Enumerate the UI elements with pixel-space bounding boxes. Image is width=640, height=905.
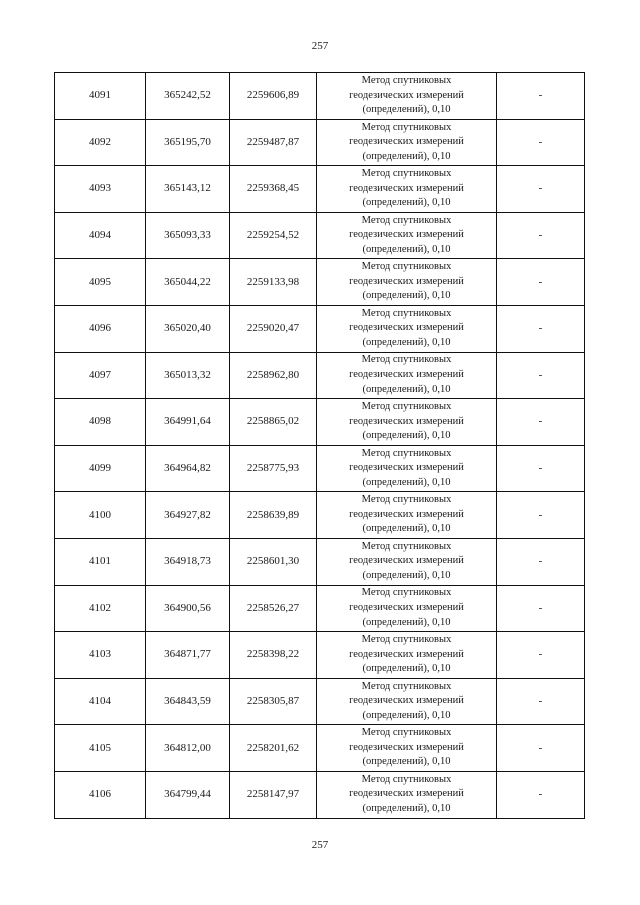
y-coordinate-cell: 2258147,97: [230, 771, 317, 818]
y-coordinate-cell: 2258601,30: [230, 538, 317, 585]
method-line: (определений), 0,10: [362, 756, 451, 768]
method-line: (определений), 0,10: [362, 476, 451, 488]
point-number-cell: 4106: [55, 771, 146, 818]
table-row: [55, 725, 585, 772]
note-cell: -: [497, 166, 585, 213]
point-number-cell: 4093: [55, 166, 146, 213]
method-cell: [317, 73, 497, 120]
x-coordinate-cell: 364799,44: [146, 771, 230, 818]
x-coordinate-cell: 364991,64: [146, 399, 230, 446]
table-row: [55, 399, 585, 446]
method-line: геодезических измерений: [349, 89, 464, 101]
y-coordinate-cell: 2258305,87: [230, 678, 317, 725]
y-coordinate-cell: 2259368,45: [230, 166, 317, 213]
method-line: (определений), 0,10: [362, 290, 451, 302]
method-line: геодезических измерений: [349, 229, 464, 241]
method-line: (определений), 0,10: [362, 709, 451, 721]
note-cell: -: [497, 352, 585, 399]
table-row: [55, 492, 585, 539]
table-row: [55, 445, 585, 492]
point-number-cell: 4100: [55, 492, 146, 539]
method-line: (определений), 0,10: [362, 663, 451, 675]
method-line: Метод спутниковых: [361, 773, 452, 785]
table-row: [55, 119, 585, 166]
point-number-cell: 4103: [55, 632, 146, 679]
method-line: геодезических измерений: [349, 602, 464, 614]
method-line: геодезических измерений: [349, 136, 464, 148]
x-coordinate-cell: 364900,56: [146, 585, 230, 632]
x-coordinate-cell: 365242,52: [146, 73, 230, 120]
table-row: [55, 678, 585, 725]
note-cell: -: [497, 119, 585, 166]
coordinates-table-body: [55, 73, 585, 819]
note-cell: -: [497, 305, 585, 352]
method-line: (определений), 0,10: [362, 243, 451, 255]
method-line: Метод спутниковых: [361, 214, 452, 226]
method-line: Метод спутниковых: [361, 74, 452, 86]
method-line: геодезических измерений: [349, 415, 464, 427]
y-coordinate-cell: 2258398,22: [230, 632, 317, 679]
y-coordinate-cell: 2259254,52: [230, 212, 317, 259]
method-cell: [317, 212, 497, 259]
method-line: геодезических измерений: [349, 275, 464, 287]
note-cell: -: [497, 585, 585, 632]
point-number-cell: 4094: [55, 212, 146, 259]
y-coordinate-cell: 2258865,02: [230, 399, 317, 446]
table-row: [55, 212, 585, 259]
point-number-cell: 4097: [55, 352, 146, 399]
method-cell: [317, 538, 497, 585]
method-cell: [317, 399, 497, 446]
x-coordinate-cell: 364843,59: [146, 678, 230, 725]
method-line: геодезических измерений: [349, 695, 464, 707]
note-cell: -: [497, 725, 585, 772]
method-line: Метод спутниковых: [361, 401, 452, 413]
note-cell: -: [497, 678, 585, 725]
method-line: Метод спутниковых: [361, 447, 452, 459]
method-cell: [317, 259, 497, 306]
note-cell: -: [497, 399, 585, 446]
point-number-cell: 4096: [55, 305, 146, 352]
point-number-cell: 4091: [55, 73, 146, 120]
table-row: [55, 305, 585, 352]
note-cell: -: [497, 259, 585, 306]
method-line: геодезических измерений: [349, 369, 464, 381]
y-coordinate-cell: 2258962,80: [230, 352, 317, 399]
method-cell: [317, 632, 497, 679]
method-cell: [317, 725, 497, 772]
method-line: (определений), 0,10: [362, 197, 451, 209]
method-line: геодезических измерений: [349, 182, 464, 194]
point-number-cell: 4095: [55, 259, 146, 306]
x-coordinate-cell: 365020,40: [146, 305, 230, 352]
page-number-bottom: 257: [311, 839, 329, 851]
method-line: (определений), 0,10: [362, 570, 451, 582]
method-cell: [317, 352, 497, 399]
point-number-cell: 4105: [55, 725, 146, 772]
method-line: (определений), 0,10: [362, 104, 451, 116]
x-coordinate-cell: 365093,33: [146, 212, 230, 259]
point-number-cell: 4092: [55, 119, 146, 166]
x-coordinate-cell: 364964,82: [146, 445, 230, 492]
point-number-cell: 4101: [55, 538, 146, 585]
note-cell: -: [497, 538, 585, 585]
method-cell: [317, 305, 497, 352]
method-line: Метод спутниковых: [361, 121, 452, 133]
point-number-cell: 4102: [55, 585, 146, 632]
x-coordinate-cell: 364927,82: [146, 492, 230, 539]
y-coordinate-cell: 2259133,98: [230, 259, 317, 306]
point-number-cell: 4099: [55, 445, 146, 492]
x-coordinate-cell: 365044,22: [146, 259, 230, 306]
method-cell: [317, 119, 497, 166]
method-cell: [317, 166, 497, 213]
table-row: [55, 73, 585, 120]
x-coordinate-cell: 364871,77: [146, 632, 230, 679]
note-cell: -: [497, 771, 585, 818]
method-cell: [317, 445, 497, 492]
point-number-cell: 4104: [55, 678, 146, 725]
method-cell: [317, 678, 497, 725]
note-cell: -: [497, 73, 585, 120]
x-coordinate-cell: 365195,70: [146, 119, 230, 166]
method-line: Метод спутниковых: [361, 494, 452, 506]
y-coordinate-cell: 2258639,89: [230, 492, 317, 539]
method-line: геодезических измерений: [349, 555, 464, 567]
x-coordinate-cell: 364918,73: [146, 538, 230, 585]
note-cell: -: [497, 632, 585, 679]
y-coordinate-cell: 2259487,87: [230, 119, 317, 166]
y-coordinate-cell: 2258775,93: [230, 445, 317, 492]
y-coordinate-cell: 2259020,47: [230, 305, 317, 352]
method-line: Метод спутниковых: [361, 354, 452, 366]
method-cell: [317, 492, 497, 539]
table-row: [55, 585, 585, 632]
y-coordinate-cell: 2258201,62: [230, 725, 317, 772]
table-row: [55, 771, 585, 818]
method-line: (определений), 0,10: [362, 616, 451, 628]
method-line: (определений), 0,10: [362, 430, 451, 442]
method-cell: [317, 585, 497, 632]
method-cell: [317, 771, 497, 818]
method-line: (определений), 0,10: [362, 523, 451, 535]
table-row: [55, 538, 585, 585]
page-number-top: 257: [311, 40, 329, 52]
method-line: Метод спутниковых: [361, 540, 452, 552]
method-line: геодезических измерений: [349, 788, 464, 800]
method-line: Метод спутниковых: [361, 634, 452, 646]
method-line: Метод спутниковых: [361, 168, 452, 180]
method-line: геодезических измерений: [349, 322, 464, 334]
x-coordinate-cell: 364812,00: [146, 725, 230, 772]
method-line: геодезических измерений: [349, 462, 464, 474]
method-line: геодезических измерений: [349, 508, 464, 520]
note-cell: -: [497, 445, 585, 492]
table-row: [55, 166, 585, 213]
method-line: Метод спутниковых: [361, 261, 452, 273]
point-number-cell: 4098: [55, 399, 146, 446]
y-coordinate-cell: 2259606,89: [230, 73, 317, 120]
coordinates-table: [54, 72, 585, 819]
method-line: (определений), 0,10: [362, 803, 451, 814]
method-line: Метод спутниковых: [361, 680, 452, 692]
method-line: (определений), 0,10: [362, 150, 451, 162]
method-line: (определений), 0,10: [362, 383, 451, 395]
x-coordinate-cell: 365013,32: [146, 352, 230, 399]
method-line: геодезических измерений: [349, 741, 464, 753]
method-line: геодезических измерений: [349, 648, 464, 660]
table-row: [55, 352, 585, 399]
y-coordinate-cell: 2258526,27: [230, 585, 317, 632]
method-line: Метод спутниковых: [361, 587, 452, 599]
method-line: Метод спутниковых: [361, 727, 452, 739]
method-line: (определений), 0,10: [362, 337, 451, 349]
table-row: [55, 259, 585, 306]
note-cell: -: [497, 492, 585, 539]
method-line: Метод спутниковых: [361, 307, 452, 319]
table-row: [55, 632, 585, 679]
note-cell: -: [497, 212, 585, 259]
x-coordinate-cell: 365143,12: [146, 166, 230, 213]
